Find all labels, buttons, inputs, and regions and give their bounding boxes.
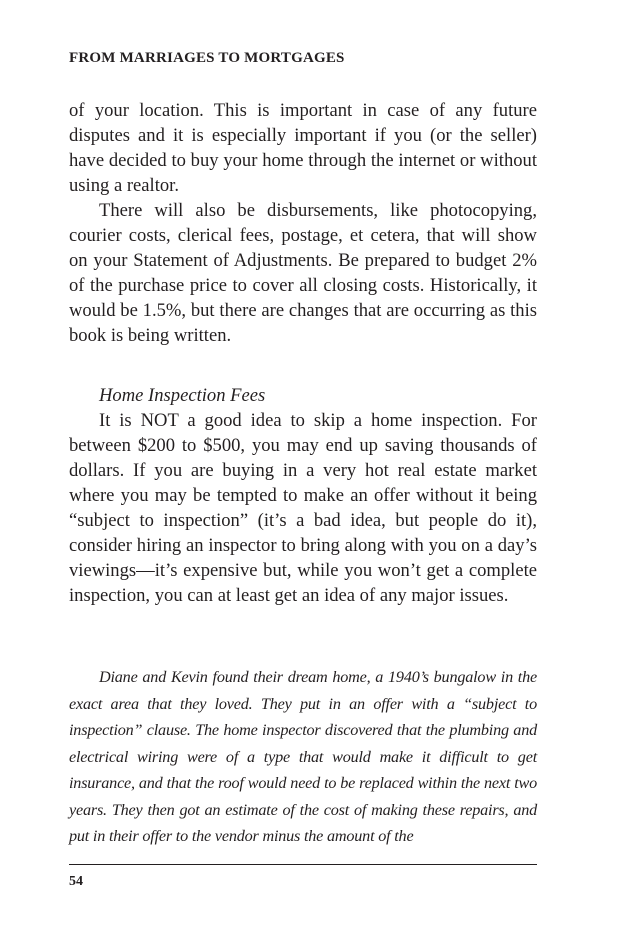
body-paragraph: It is NOT a good idea to skip a home inspection. For between $200 to $500, you may end up saving thousands of dollars. If you are buying in a very hot real estate market where you may be tempted to make an offer without it being “subject to inspection” (it’s a bad idea, but people do it), consider hiring an inspector to bring along with you on a day’s viewings—it’s expensive but, while you won’t get a complete inspection, you can at least get an idea of any major issues. xyxy=(69,410,537,606)
footer-rule xyxy=(69,864,537,865)
body-paragraphs-top xyxy=(69,98,537,348)
section-subheading: Home Inspection Fees xyxy=(99,385,266,406)
body-paragraph: of your location. This is important in case of any future disputes and it is especially important if you (or the seller) have decided to buy your home through the internet or without using a realtor. xyxy=(69,100,537,196)
body-paragraph: There will also be disbursements, like photocopying, courier costs, clerical fees, postage, et cetera, that will show on your Statement of Adjustments. Be prepared to budget 2% of the purchase price to cover all closing costs. Historically, it would be 1.5%, but there are changes that are occurring as this book is being written. xyxy=(69,200,537,346)
page-number: 54 xyxy=(69,874,83,889)
example-anecdote: Diane and Kevin found their dream home, a 1940’s bungalow in the exact area that they loved. They put in an offer with a “subject to inspection” clause. The home inspector discovered that the plumbing and electrical wiring were of a type that would make it difficult to get insurance, and that the roof would need to be replaced within the next two years. They then got an estimate of the cost of making these repairs, and put in their offer to the vendor minus the amount of the xyxy=(69,668,537,845)
running-header: FROM MARRIAGES TO MORTGAGES xyxy=(69,50,345,66)
body-paragraphs-inspection xyxy=(69,408,537,608)
